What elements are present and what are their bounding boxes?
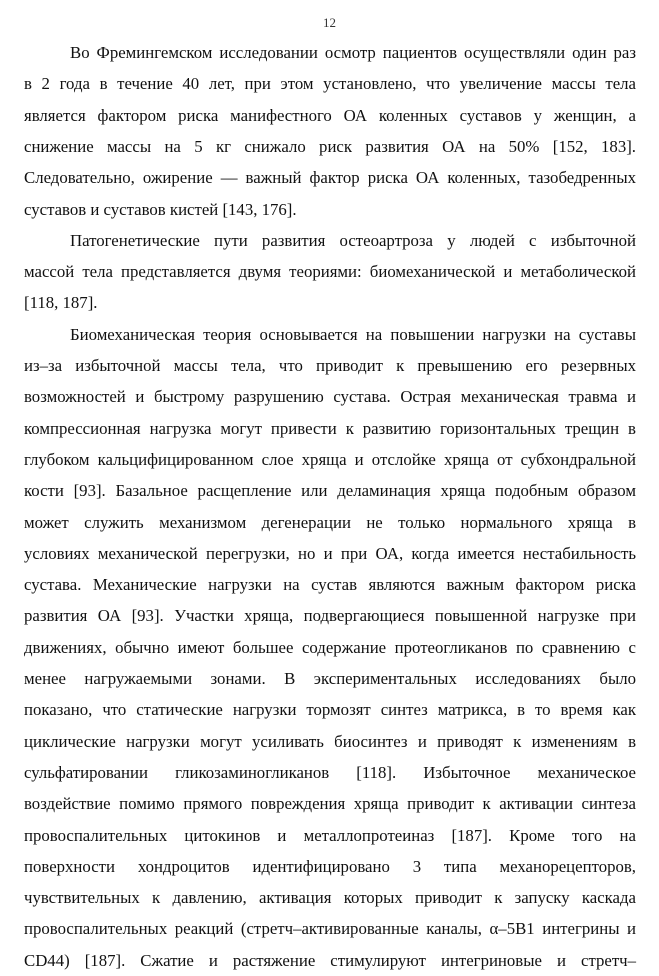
text-line: суставов и суставов кистей [143, 176]. — [24, 199, 297, 219]
text-line: показано, что статические нагрузки тормозят синтез матрикса, в то время как — [24, 700, 636, 720]
text-line: сульфатировании гликозаминогликанов [118]. Избыточное механическое — [24, 762, 636, 782]
text-line: в 2 года в течение 40 лет, при этом установлено, что увеличение массы тела — [24, 74, 636, 94]
text-line: поверхности хондроцитов идентифицировано 3 типа механорецепторов, — [24, 856, 636, 876]
text-line: менее нагружаемыми зонами. В экспериментальных исследованиях было — [24, 669, 636, 688]
text-line: развития ОА [93]. Участки хряща, подвергающиеся повышенной нагрузке при — [24, 606, 636, 626]
text-line: кости [93]. Базальное расщепление или деламинация хряща подобным образом — [24, 481, 636, 501]
text-line: сустава. Механические нагрузки на сустав являются важным фактором риска — [24, 575, 636, 595]
text-line: массой тела представляется двумя теориями: биомеханической и метаболической — [24, 262, 636, 282]
text-line: CD44) [187]. Сжатие и растяжение стимулируют интегриновые и стретч– — [24, 950, 636, 970]
text-line: Патогенетические пути развития остеоартроза у людей с избыточной — [70, 230, 636, 250]
text-line: Во Фремингемском исследовании осмотр пациентов осуществляли один раз — [70, 43, 636, 62]
text-line: чувствительных к давлению, активация которых приводит к запуску каскада — [24, 888, 636, 908]
text-line: условиях механической перегрузки, но и при ОА, когда имеется нестабильность — [24, 543, 636, 563]
text-line: возможностей и быстрому разрушению сустава. Острая механическая травма и — [24, 387, 636, 407]
text-line: воздействие помимо прямого повреждения хряща приводит к активации синтеза — [24, 794, 636, 814]
text-line: компрессионная нагрузка могут привести к развитию горизонтальных трещин в — [24, 418, 636, 438]
text-line: [118, 187]. — [24, 293, 98, 313]
text-line: провоспалительных реакций (стретч–активированные каналы, α–5В1 интегрины и — [24, 919, 636, 939]
text-line: провоспалительных цитокинов и металлопротеиназ [187]. Кроме того на — [24, 825, 636, 845]
text-line: глубоком кальцифицированном слое хряща и отслойке хряща от субхондральной — [24, 449, 636, 469]
text-line: циклические нагрузки могут усиливать биосинтез и приводят к изменениям в — [24, 731, 636, 751]
text-line: может служить механизмом дегенерации не только нормального хряща в — [24, 512, 636, 532]
text-line: снижение массы на 5 кг снижало риск развития ОА на 50% [152, 183]. — [24, 136, 636, 156]
text-line: является фактором риска манифестного ОА коленных суставов у женщин, а — [24, 105, 636, 125]
text-line: из–за избыточной массы тела, что приводит к превышению его резервных — [24, 356, 636, 375]
page-number: 12 — [323, 15, 336, 30]
text-line: Следовательно, ожирение — важный фактор риска ОА коленных, тазобедренных — [24, 168, 636, 188]
text-line: Биомеханическая теория основывается на повышении нагрузки на суставы — [70, 324, 636, 344]
text-line: движениях, обычно имеют большее содержание протеогликанов по сравнению с — [24, 637, 636, 657]
